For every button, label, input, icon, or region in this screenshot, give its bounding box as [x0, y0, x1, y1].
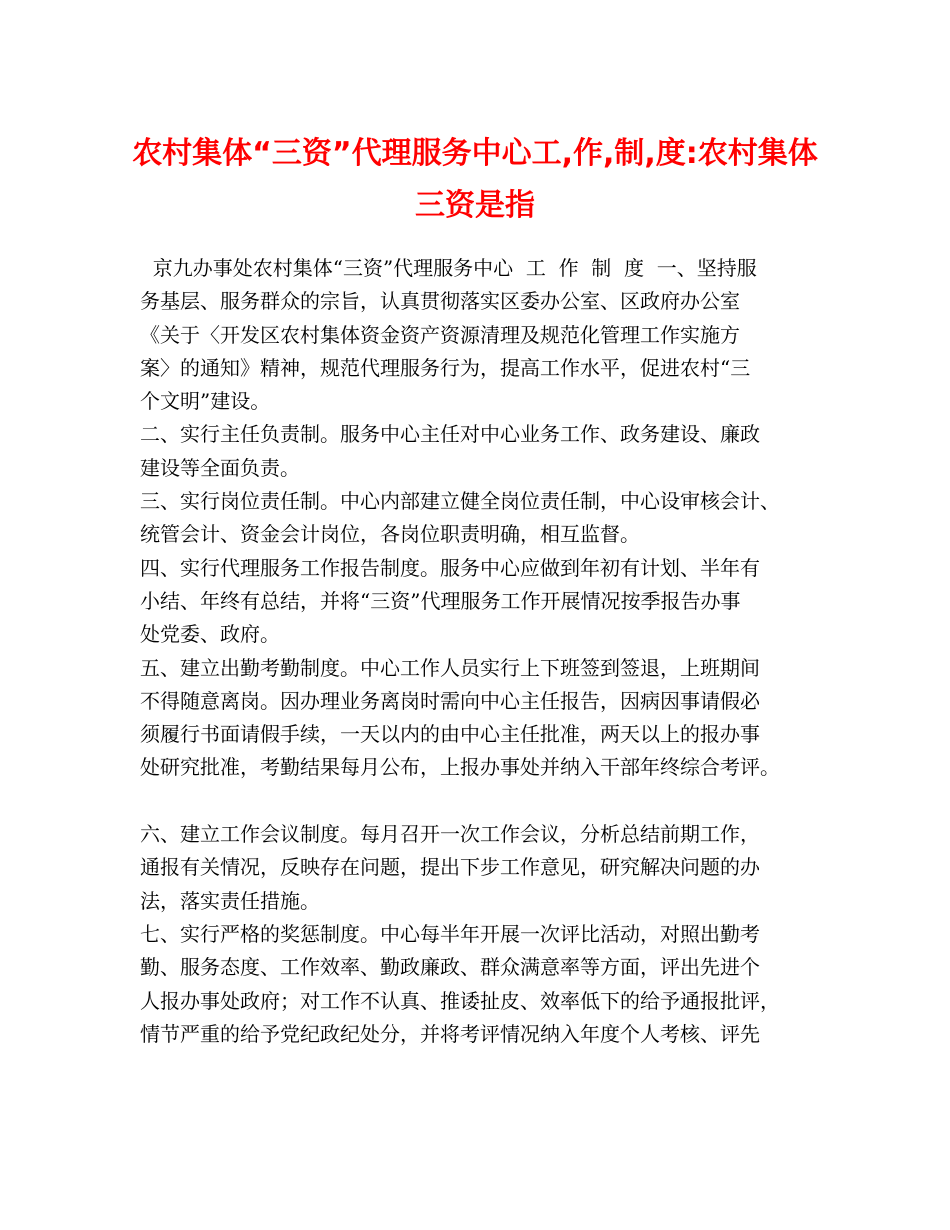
document-title: [120, 128, 830, 232]
document-body: [140, 252, 830, 1051]
paragraph-line: 五、建立出勤考勤制度。中心工作人员实行上下班签到签退，上班期间: [140, 655, 760, 680]
paragraph-line: 通报有关情况，反映存在问题，提出下步工作意见，研究解决问题的办: [140, 855, 760, 880]
paragraph-line: 处研究批准，考勤结果每月公布，上报办事处并纳入干部年终综合考评。: [140, 755, 780, 780]
paragraph-line: 不得随意离岗。因办理业务离岗时需向中心主任报告，因病因事请假必: [140, 688, 760, 713]
paragraph-line: 须履行书面请假手续，一天以内的由中心主任批准，两天以上的报办事: [140, 722, 760, 747]
document-title-line-2: 三资是指: [415, 188, 535, 223]
paragraph-line: 法，落实责任措施。: [140, 888, 320, 913]
paragraph-4: [140, 552, 830, 652]
paragraph-7: [140, 918, 830, 1051]
paragraph-line: 二、实行主任负责制。服务中心主任对中心业务工作、政务建设、廉政: [140, 422, 760, 447]
paragraph-line: 务基层、服务群众的宗旨，认真贯彻落实区委办公室、区政府办公室: [140, 289, 740, 314]
paragraph-3: [140, 485, 830, 552]
paragraph-line: 京九办事处农村集体“三资”代理服务中心 工 作 制 度 一、坚持服: [140, 256, 757, 280]
paragraph-2: [140, 418, 830, 485]
paragraph-line: 七、实行严格的奖惩制度。中心每半年开展一次评比活动，对照出勤考: [140, 921, 760, 946]
paragraph-line: 建设等全面负责。: [140, 455, 300, 480]
paragraph-line: 案〉的通知》精神，规范代理服务行为，提高工作水平，促进农村“三: [140, 355, 751, 380]
paragraph-line: 人报办事处政府；对工作不认真、推诿扯皮、效率低下的给予通报批评，: [140, 988, 780, 1013]
paragraph-line: 勤、服务态度、工作效率、勤政廉政、群众满意率等方面，评出先进个: [140, 955, 760, 980]
paragraph-spacer: [140, 785, 830, 818]
paragraph-line: 《关于〈开发区农村集体资金资产资源清理及规范化管理工作实施方: [140, 322, 740, 347]
paragraph-line: 个文明”建设。: [140, 389, 271, 414]
paragraph-line: 处党委、政府。: [140, 622, 280, 647]
paragraph-line: 六、建立工作会议制度。每月召开一次工作会议，分析总结前期工作，: [140, 822, 760, 847]
paragraph-line: 小结、年终有总结，并将“三资”代理服务工作开展情况按季报告办事: [140, 588, 741, 613]
paragraph-6: [140, 818, 830, 918]
paragraph-line: 三、实行岗位责任制。中心内部建立健全岗位责任制，中心设审核会计、: [140, 489, 780, 514]
paragraph-1: [140, 252, 830, 418]
document-title-line-1: 农村集体“三资”代理服务中心工,作,制,度:农村集体: [132, 136, 818, 171]
paragraph-line: 情节严重的给予党纪政纪处分，并将考评情况纳入年度个人考核、评先: [140, 1021, 760, 1046]
paragraph-line: 四、实行代理服务工作报告制度。服务中心应做到年初有计划、半年有: [140, 555, 760, 580]
paragraph-line: 统管会计、资金会计岗位，各岗位职责明确，相互监督。: [140, 522, 640, 547]
paragraph-5: [140, 652, 830, 785]
